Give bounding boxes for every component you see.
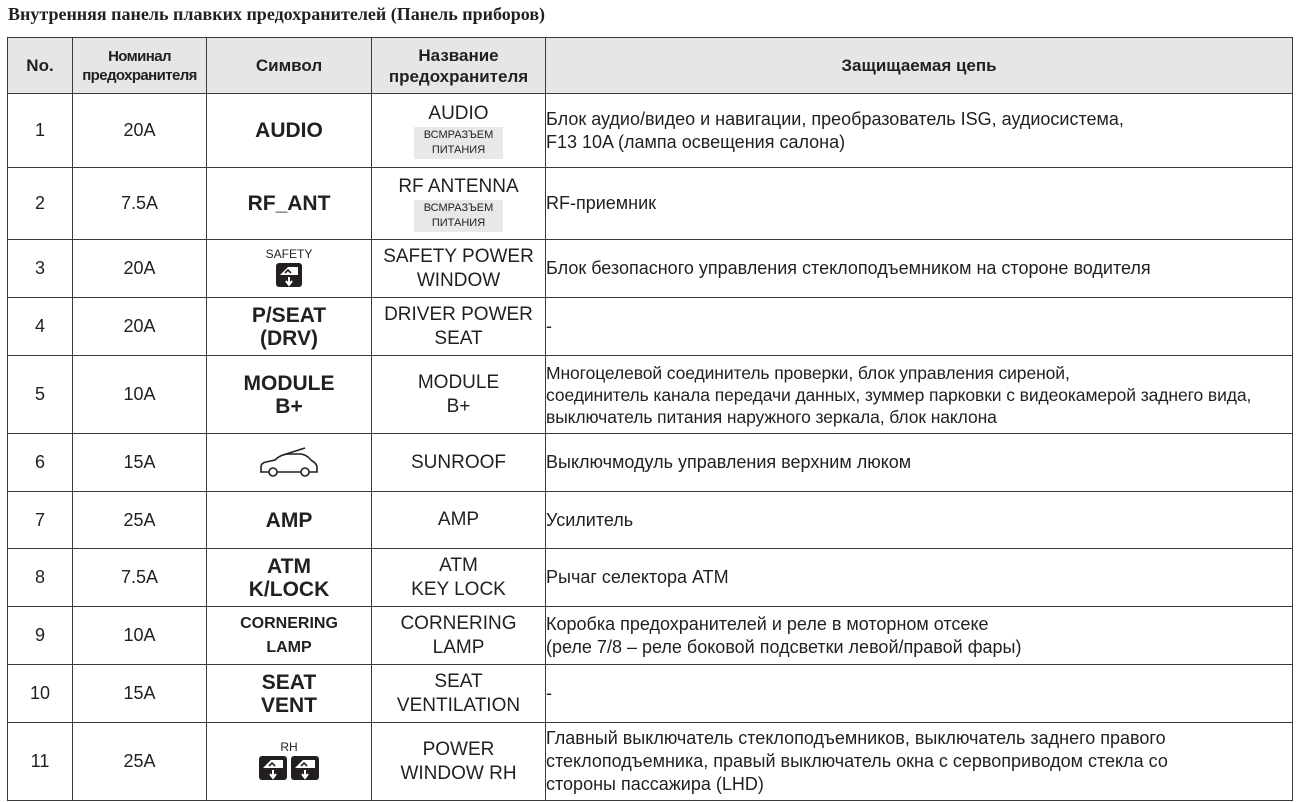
symbol-label: RH bbox=[280, 740, 298, 754]
fuse-rating: 20A bbox=[73, 298, 207, 356]
fuse-rating: 20A bbox=[73, 240, 207, 298]
symbol-line1: CORNERING bbox=[240, 614, 338, 632]
fuse-name-line1: ATM bbox=[439, 554, 478, 576]
circuit-line: RF-приемник bbox=[546, 193, 657, 213]
table-row bbox=[8, 240, 1293, 298]
circuit-description bbox=[546, 240, 1293, 298]
circuit-line: Многоцелевой соединитель проверки, блок управления сиреной, bbox=[546, 362, 1070, 383]
fuse-rating: 15A bbox=[73, 665, 207, 723]
fuse-name bbox=[372, 607, 546, 665]
table-row bbox=[8, 607, 1293, 665]
header-no: No. bbox=[8, 38, 73, 94]
fuse-name-line1: SEAT bbox=[434, 670, 483, 692]
fuse-no: 1 bbox=[8, 94, 73, 168]
symbol-line2: B+ bbox=[275, 394, 303, 418]
circuit-line: Усилитель bbox=[546, 509, 634, 530]
table-row bbox=[8, 665, 1293, 723]
circuit-line: - bbox=[546, 316, 552, 336]
safety-window-icon bbox=[274, 261, 304, 289]
table-row bbox=[8, 492, 1293, 549]
fuse-symbol bbox=[207, 94, 372, 168]
circuit-line: стеклоподъемника, правый выключатель окна с сервоприводом стекла со bbox=[546, 751, 1168, 771]
symbol-line2: (DRV) bbox=[260, 326, 318, 350]
header-name-line1: Название bbox=[418, 45, 499, 65]
symbol-line2: LAMP bbox=[266, 638, 312, 656]
table-row bbox=[8, 94, 1293, 168]
header-rating-line2: предохранителя bbox=[82, 66, 197, 84]
symbol-line1: MODULE bbox=[243, 371, 335, 395]
connector-badge bbox=[414, 127, 504, 159]
connector-line1: ВСМРАЗЪЕМ bbox=[423, 202, 494, 214]
fuse-rating: 10A bbox=[73, 356, 207, 434]
fuse-name-line2: WINDOW bbox=[416, 269, 501, 291]
symbol-line1: ATM bbox=[267, 554, 311, 578]
symbol-text: AMP bbox=[265, 508, 313, 532]
fuse-rating: 25A bbox=[73, 492, 207, 549]
fuse-no: 11 bbox=[8, 723, 73, 801]
fuse-name-line2: LAMP bbox=[432, 636, 485, 658]
fuse-name-line2: VENTILATION bbox=[396, 694, 521, 716]
fuse-table bbox=[7, 37, 1293, 801]
header-circuit: Защищаемая цепь bbox=[546, 38, 1293, 94]
table-row bbox=[8, 298, 1293, 356]
fuse-rating: 10A bbox=[73, 607, 207, 665]
fuse-name bbox=[372, 168, 546, 240]
fuse-name-line2: KEY LOCK bbox=[411, 578, 506, 600]
table-header-row bbox=[8, 38, 1293, 94]
fuse-rating: 7.5A bbox=[73, 549, 207, 607]
connector-line1: ВСМРАЗЪЕМ bbox=[423, 129, 494, 141]
circuit-line: соединитель канала передачи данных, зуммер парковки с видеокамерой заднего вида, bbox=[546, 384, 1252, 405]
fuse-no: 4 bbox=[8, 298, 73, 356]
page-title: Внутренняя панель плавких предохранителей (Панель приборов) bbox=[8, 4, 546, 24]
symbol-line1: P/SEAT bbox=[251, 303, 327, 327]
symbol-line1: SEAT bbox=[261, 670, 317, 694]
fuse-no: 2 bbox=[8, 168, 73, 240]
power-window-rh-icon bbox=[257, 754, 321, 782]
circuit-line: Блок безопасного управления стеклоподъемником на стороне водителя bbox=[546, 258, 1151, 278]
symbol-text: AUDIO bbox=[255, 119, 323, 142]
fuse-name-line2: SEAT bbox=[434, 327, 483, 349]
fuse-symbol bbox=[207, 723, 372, 801]
fuse-name-line1: POWER bbox=[422, 738, 495, 760]
table-row bbox=[8, 168, 1293, 240]
table-row bbox=[8, 549, 1293, 607]
fuse-symbol bbox=[207, 240, 372, 298]
fuse-name-line1: MODULE bbox=[417, 371, 500, 393]
fuse-name-line2: WINDOW RH bbox=[400, 762, 517, 784]
fuse-no: 5 bbox=[8, 356, 73, 434]
fuse-name bbox=[372, 240, 546, 298]
fuse-name-line1: DRIVER POWER bbox=[384, 303, 533, 325]
circuit-description bbox=[546, 723, 1293, 801]
header-name-line2: предохранителя bbox=[388, 66, 529, 86]
fuse-symbol bbox=[207, 434, 372, 492]
circuit-description bbox=[546, 549, 1293, 607]
circuit-description bbox=[546, 168, 1293, 240]
symbol-line2: K/LOCK bbox=[248, 577, 330, 601]
circuit-line: Выключмодуль управления верхним люком bbox=[546, 452, 912, 472]
header-symbol: Символ bbox=[207, 38, 372, 94]
fuse-name-line1: CORNERING bbox=[400, 612, 517, 634]
circuit-description bbox=[546, 298, 1293, 356]
fuse-rating: 25A bbox=[73, 723, 207, 801]
symbol-text: RF_ANT bbox=[247, 192, 331, 215]
circuit-line: (реле 7/8 – реле боковой подсветки левой/правой фары) bbox=[546, 636, 1022, 657]
connector-line2: ПИТАНИЯ bbox=[431, 144, 486, 156]
circuit-line: стороны пассажира (LHD) bbox=[546, 774, 764, 794]
fuse-name bbox=[372, 665, 546, 723]
fuse-name bbox=[372, 298, 546, 356]
connector-line2: ПИТАНИЯ bbox=[431, 217, 486, 229]
circuit-description bbox=[546, 434, 1293, 492]
fuse-name: SUNROOF bbox=[372, 434, 546, 492]
fuse-no: 6 bbox=[8, 434, 73, 492]
fuse-no: 3 bbox=[8, 240, 73, 298]
circuit-description bbox=[546, 665, 1293, 723]
fuse-name-line2: B+ bbox=[446, 395, 471, 417]
table-row bbox=[8, 723, 1293, 801]
fuse-no: 9 bbox=[8, 607, 73, 665]
circuit-description bbox=[546, 607, 1293, 665]
fuse-rating: 20A bbox=[73, 94, 207, 168]
fuse-name bbox=[372, 94, 546, 168]
fuse-name bbox=[372, 356, 546, 434]
circuit-line: Коробка предохранителей и реле в моторном отсеке bbox=[546, 613, 989, 634]
circuit-line: - bbox=[546, 683, 552, 703]
connector-badge bbox=[414, 200, 504, 232]
sunroof-car-icon bbox=[257, 446, 321, 480]
fuse-name-line1: SAFETY POWER bbox=[383, 245, 534, 267]
circuit-description bbox=[546, 94, 1293, 168]
fuse-symbol bbox=[207, 298, 372, 356]
fuse-rating: 7.5A bbox=[73, 168, 207, 240]
header-rating-line1: Номинал bbox=[108, 47, 171, 65]
fuse-symbol bbox=[207, 168, 372, 240]
fuse-rating: 15A bbox=[73, 434, 207, 492]
circuit-line: Блок аудио/видео и навигации, преобразователь ISG, аудиосистема, bbox=[546, 108, 1124, 129]
fuse-name bbox=[372, 723, 546, 801]
fuse-no: 8 bbox=[8, 549, 73, 607]
fuse-no: 10 bbox=[8, 665, 73, 723]
circuit-description bbox=[546, 492, 1293, 549]
circuit-line: выключатель питания наружного зеркала, блок наклона bbox=[546, 406, 997, 427]
table-row bbox=[8, 356, 1293, 434]
fuse-name: AMP bbox=[372, 492, 546, 549]
header-name bbox=[372, 38, 546, 94]
table-row bbox=[8, 434, 1293, 492]
circuit-line: F13 10A (лампа освещения салона) bbox=[546, 131, 846, 152]
circuit-line: Главный выключатель стеклоподъемников, выключатель заднего правого bbox=[546, 728, 1166, 748]
header-rating bbox=[73, 38, 207, 94]
fuse-name-text: AUDIO bbox=[428, 103, 489, 124]
fuse-symbol bbox=[207, 665, 372, 723]
fuse-symbol bbox=[207, 607, 372, 665]
fuse-symbol bbox=[207, 356, 372, 434]
symbol-line2: VENT bbox=[260, 693, 317, 717]
fuse-no: 7 bbox=[8, 492, 73, 549]
fuse-name-text: RF ANTENNA bbox=[398, 176, 519, 197]
circuit-line: Рычаг селектора ATM bbox=[546, 567, 729, 587]
fuse-name bbox=[372, 549, 546, 607]
fuse-symbol bbox=[207, 549, 372, 607]
circuit-description bbox=[546, 356, 1293, 434]
fuse-symbol bbox=[207, 492, 372, 549]
symbol-label: SAFETY bbox=[265, 247, 313, 261]
